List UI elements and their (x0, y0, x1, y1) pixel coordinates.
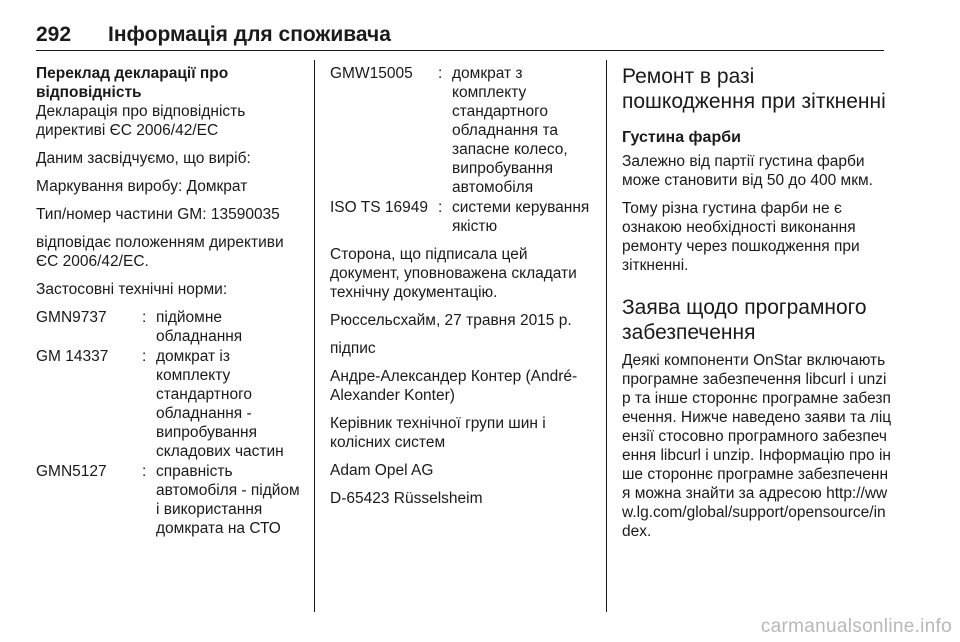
norm-sep: : (142, 309, 147, 326)
norm-desc: домкрат із комплекту стандартного обладнання - випробування складових частин (156, 348, 284, 460)
paragraph: Тому різна густина фарби не є ознакою необхідності виконання ремонту через пошкодження при зіткненні. (622, 200, 860, 274)
norm-code: ISO TS 16949 (330, 199, 428, 216)
norm-sep: : (142, 463, 147, 480)
paragraph: відповідає положенням директиви ЄС 2006/42/ЕС. (36, 234, 284, 270)
paragraph: підпис (330, 340, 376, 357)
paragraph: Рюссельсхайм, 27 травня 2015 р. (330, 312, 572, 329)
norm-desc: домкрат з комплекту стандартного обладнання та запасне колесо, випробування автомобіля (452, 65, 568, 196)
paragraph: Залежно від партії густина фарби може становити від 50 до 400 мкм. (622, 153, 873, 189)
column-1 (36, 64, 304, 547)
paragraph: D-65423 Rüsselsheim (330, 490, 483, 507)
column-3 (622, 64, 892, 550)
norm-row (36, 308, 304, 346)
paragraph: Декларація про відповідність директиві ЄС 2006/42/ЕС (36, 103, 246, 139)
column-divider-1 (314, 60, 315, 612)
paragraph: Маркування виробу: Домкрат (36, 178, 248, 195)
paragraph: Сторона, що підписала цей документ, уповноважена складати технічну документацію. (330, 246, 577, 301)
section-title-software: Заява щодо програмного забезпечення (622, 296, 867, 344)
norm-code: GM 14337 (36, 348, 109, 365)
page-header (36, 22, 884, 51)
declaration-heading: Переклад декларації про відповідність (36, 65, 229, 101)
norm-code: GMN5127 (36, 463, 107, 480)
paragraph: Андре-Александер Контер (André-Alexander Konter) (330, 368, 578, 404)
section-title-repair: Ремонт в разі пошкодження при зіткненні (622, 65, 886, 113)
norms-list (330, 64, 598, 236)
norm-sep: : (438, 65, 443, 82)
norm-sep: : (438, 199, 443, 216)
norm-row (36, 347, 304, 461)
norm-row (36, 462, 304, 538)
column-divider-2 (606, 60, 607, 612)
column-2 (330, 64, 598, 517)
norm-desc: системи керування якістю (452, 199, 590, 235)
page-title: Інформація для споживача (108, 23, 391, 46)
norm-row (330, 198, 598, 236)
norm-row (330, 64, 598, 197)
watermark: carmanualsonline.info (760, 616, 952, 637)
subsection-title-paint-thickness: Густина фарби (622, 129, 741, 146)
norm-code: GMW15005 (330, 65, 413, 82)
norm-desc: справність автомобіля - підйом і використання домкрата на СТО (156, 463, 300, 537)
paragraph: Adam Opel AG (330, 462, 434, 479)
norm-sep: : (142, 348, 147, 365)
paragraph: Тип/номер частини GM: 13590035 (36, 206, 280, 223)
paragraph: Даним засвідчуємо, що виріб: (36, 150, 251, 167)
page-number: 292 (36, 23, 72, 46)
norms-list (36, 308, 304, 538)
paragraph: Деякі компоненти OnStar включають програмне забезпечення libcurl і unzip та інше стороннє програмне забезпечення. Нижче наведено заяви та ліцензії стосовно програмного забезпечення libcurl і unzip. Інформацію про інше стороннє програмне забезпечення можна знайти за адресою http://www.lg.com/global/support/opensource/index. (622, 352, 892, 540)
norm-desc: підйомне обладнання (156, 309, 243, 345)
norm-code: GMN9737 (36, 309, 107, 326)
paragraph: Керівник технічної групи шин і колісних систем (330, 415, 546, 451)
paragraph: Застосовні технічні норми: (36, 281, 228, 298)
